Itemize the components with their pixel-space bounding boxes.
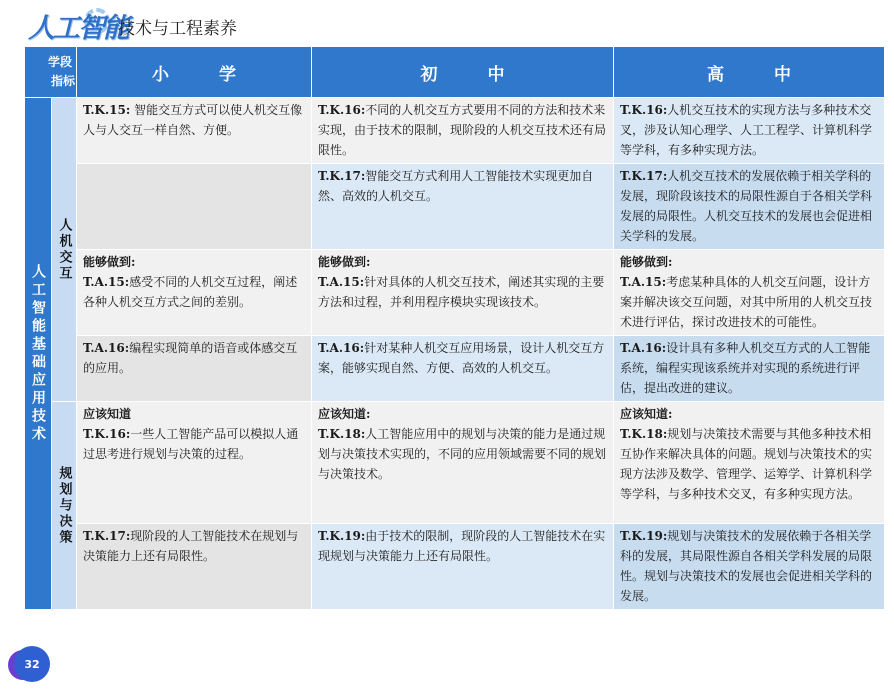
corner-top-label: 学段 xyxy=(47,55,72,69)
table-row xyxy=(25,98,885,164)
code-label: T.K.16: xyxy=(318,103,366,117)
logo: 人工智能 xyxy=(28,13,128,44)
code-label: T.K.17: xyxy=(620,169,668,183)
column-header-high: 高 中 xyxy=(614,47,885,98)
cell-r2-c2 xyxy=(312,250,614,336)
code-label: T.K.18: xyxy=(620,427,668,441)
code-label: T.K.16: xyxy=(83,427,131,441)
table-row xyxy=(25,336,885,402)
section-heading: 应该知道 xyxy=(83,407,132,421)
section-heading: 能够做到: xyxy=(318,255,371,269)
cell-text: 设计具有多种人机交互方式的人工智能系统，编程实现该系统并对实现的系统进行评估，提出改进的建议。 xyxy=(620,341,871,395)
code-label: T.K.19: xyxy=(318,529,366,543)
cell-r5-c3 xyxy=(614,524,885,610)
cell-text: 编程实现简单的语音或体感交互的应用。 xyxy=(83,341,298,375)
cell-text: 不同的人机交互方式要用不同的方法和技术来实现，由于技术的限制，现阶段的人机交互技术还有局限性。 xyxy=(318,103,607,157)
table-row xyxy=(25,402,885,524)
cell-text: 现阶段的人工智能技术在规划与决策能力上还有局限性。 xyxy=(83,529,299,563)
cell-r3-c2 xyxy=(312,336,614,402)
cell-r0-c2 xyxy=(312,98,614,164)
cell-r3-c3 xyxy=(614,336,885,402)
cell-r1-c1 xyxy=(77,164,312,250)
cell-r1-c2 xyxy=(312,164,614,250)
cell-r2-c3 xyxy=(614,250,885,336)
cell-r5-c2 xyxy=(312,524,614,610)
section-heading: 应该知道: xyxy=(318,407,371,421)
cell-text: 智能交互方式利用人工智能技术实现更加自然、高效的人机交互。 xyxy=(318,169,594,203)
section-heading: 应该知道: xyxy=(620,407,673,421)
code-label: T.K.18: xyxy=(318,427,366,441)
cell-text: 规划与决策技术需要与其他多种技术相互协作来解决具体的问题。规划与决策技术的实现方法涉及数学、管理学、运筹学、计算机科学等学科，与多种技术交叉，有多种实现方法。 xyxy=(620,427,873,501)
column-header-middle: 初 中 xyxy=(312,47,614,98)
cell-text: 感受不同的人机交互过程，阐述各种人机交互方式之间的差别。 xyxy=(83,275,298,309)
cell-r3-c1 xyxy=(77,336,312,402)
cell-text: 人机交互技术的发展依赖于相关学科的发展，现阶段该技术的局限性源自于各相关学科发展的局限性。人机交互技术的发展也会促进相关学科的发展。 xyxy=(620,169,873,243)
table-row xyxy=(25,250,885,336)
cell-r4-c1 xyxy=(77,402,312,524)
code-label: T.A.16: xyxy=(318,341,365,355)
section-heading: 能够做到: xyxy=(620,255,673,269)
table-row xyxy=(25,524,885,610)
page-number: 32 xyxy=(14,646,50,682)
code-label: T.K.17: xyxy=(83,529,131,543)
cell-text: 考虑某种具体的人机交互问题，设计方案并解决该交互问题，对其中所用的人机交互技术进行评估，探讨改进技术的可能性。 xyxy=(620,275,873,329)
subcategory-interaction: 人机交互 xyxy=(52,98,77,402)
section-heading: 能够做到: xyxy=(83,255,136,269)
cell-r4-c2 xyxy=(312,402,614,524)
page-number-badge xyxy=(14,646,50,682)
code-label: T.A.16: xyxy=(620,341,667,355)
cell-text: 人机交互技术的实现方法与多种技术交叉，涉及认知心理学、人工工程学、计算机科学等学科，有多种实现方法。 xyxy=(620,103,873,157)
code-label: T.K.15: xyxy=(83,103,131,117)
cell-r2-c1 xyxy=(77,250,312,336)
code-label: T.K.17: xyxy=(318,169,366,183)
cell-r1-c3 xyxy=(614,164,885,250)
code-label: T.K.16: xyxy=(620,103,668,117)
cell-r0-c1 xyxy=(77,98,312,164)
code-label: T.A.15: xyxy=(318,275,365,289)
code-label: T.K.19: xyxy=(620,529,668,543)
cell-text: 针对某种人机交互应用场景，设计人机交互方案，能够实现自然、方便、高效的人机交互。 xyxy=(318,341,605,375)
cell-text: 针对具体的人机交互技术，阐述其实现的主要方法和过程，并利用程序模块实现该技术。 xyxy=(318,275,605,309)
subcategory-planning: 规划与决策 xyxy=(52,402,77,610)
column-header-primary: 小 学 xyxy=(77,47,312,98)
table-row xyxy=(25,164,885,250)
cell-text: 智能交互方式可以使人机交互像人与人交互一样自然、方便。 xyxy=(83,103,303,137)
code-label: T.A.15: xyxy=(620,275,667,289)
corner-cell xyxy=(25,47,77,98)
standards-table xyxy=(24,46,885,610)
cell-text: 人工智能应用中的规划与决策的能力是通过规划与决策技术实现的，不同的应用领域需要不同的规划与决策技术。 xyxy=(318,427,607,481)
page-header xyxy=(28,6,428,44)
code-label: T.A.16: xyxy=(83,341,130,355)
cell-text: 由于技术的限制，现阶段的人工智能技术在实现规划与决策能力上还有局限性。 xyxy=(318,529,606,563)
cell-r4-c3 xyxy=(614,402,885,524)
cell-text: 规划与决策技术的发展依赖于各相关学科的发展，其局限性源自各相关学科发展的局限性。规划与决策技术的发展也会促进相关学科的发展。 xyxy=(620,529,873,603)
corner-bottom-label: 指标 xyxy=(51,74,76,88)
category-cell: 人工智能基础应用技术 xyxy=(25,98,52,610)
code-label: T.A.15: xyxy=(83,275,130,289)
cell-r0-c3 xyxy=(614,98,885,164)
cell-r5-c1 xyxy=(77,524,312,610)
cell-text: 一些人工智能产品可以模拟人通过思考进行规划与决策的过程。 xyxy=(83,427,299,461)
table-header-row xyxy=(25,47,885,98)
header-subtitle: 技术与工程素养 xyxy=(118,19,237,39)
